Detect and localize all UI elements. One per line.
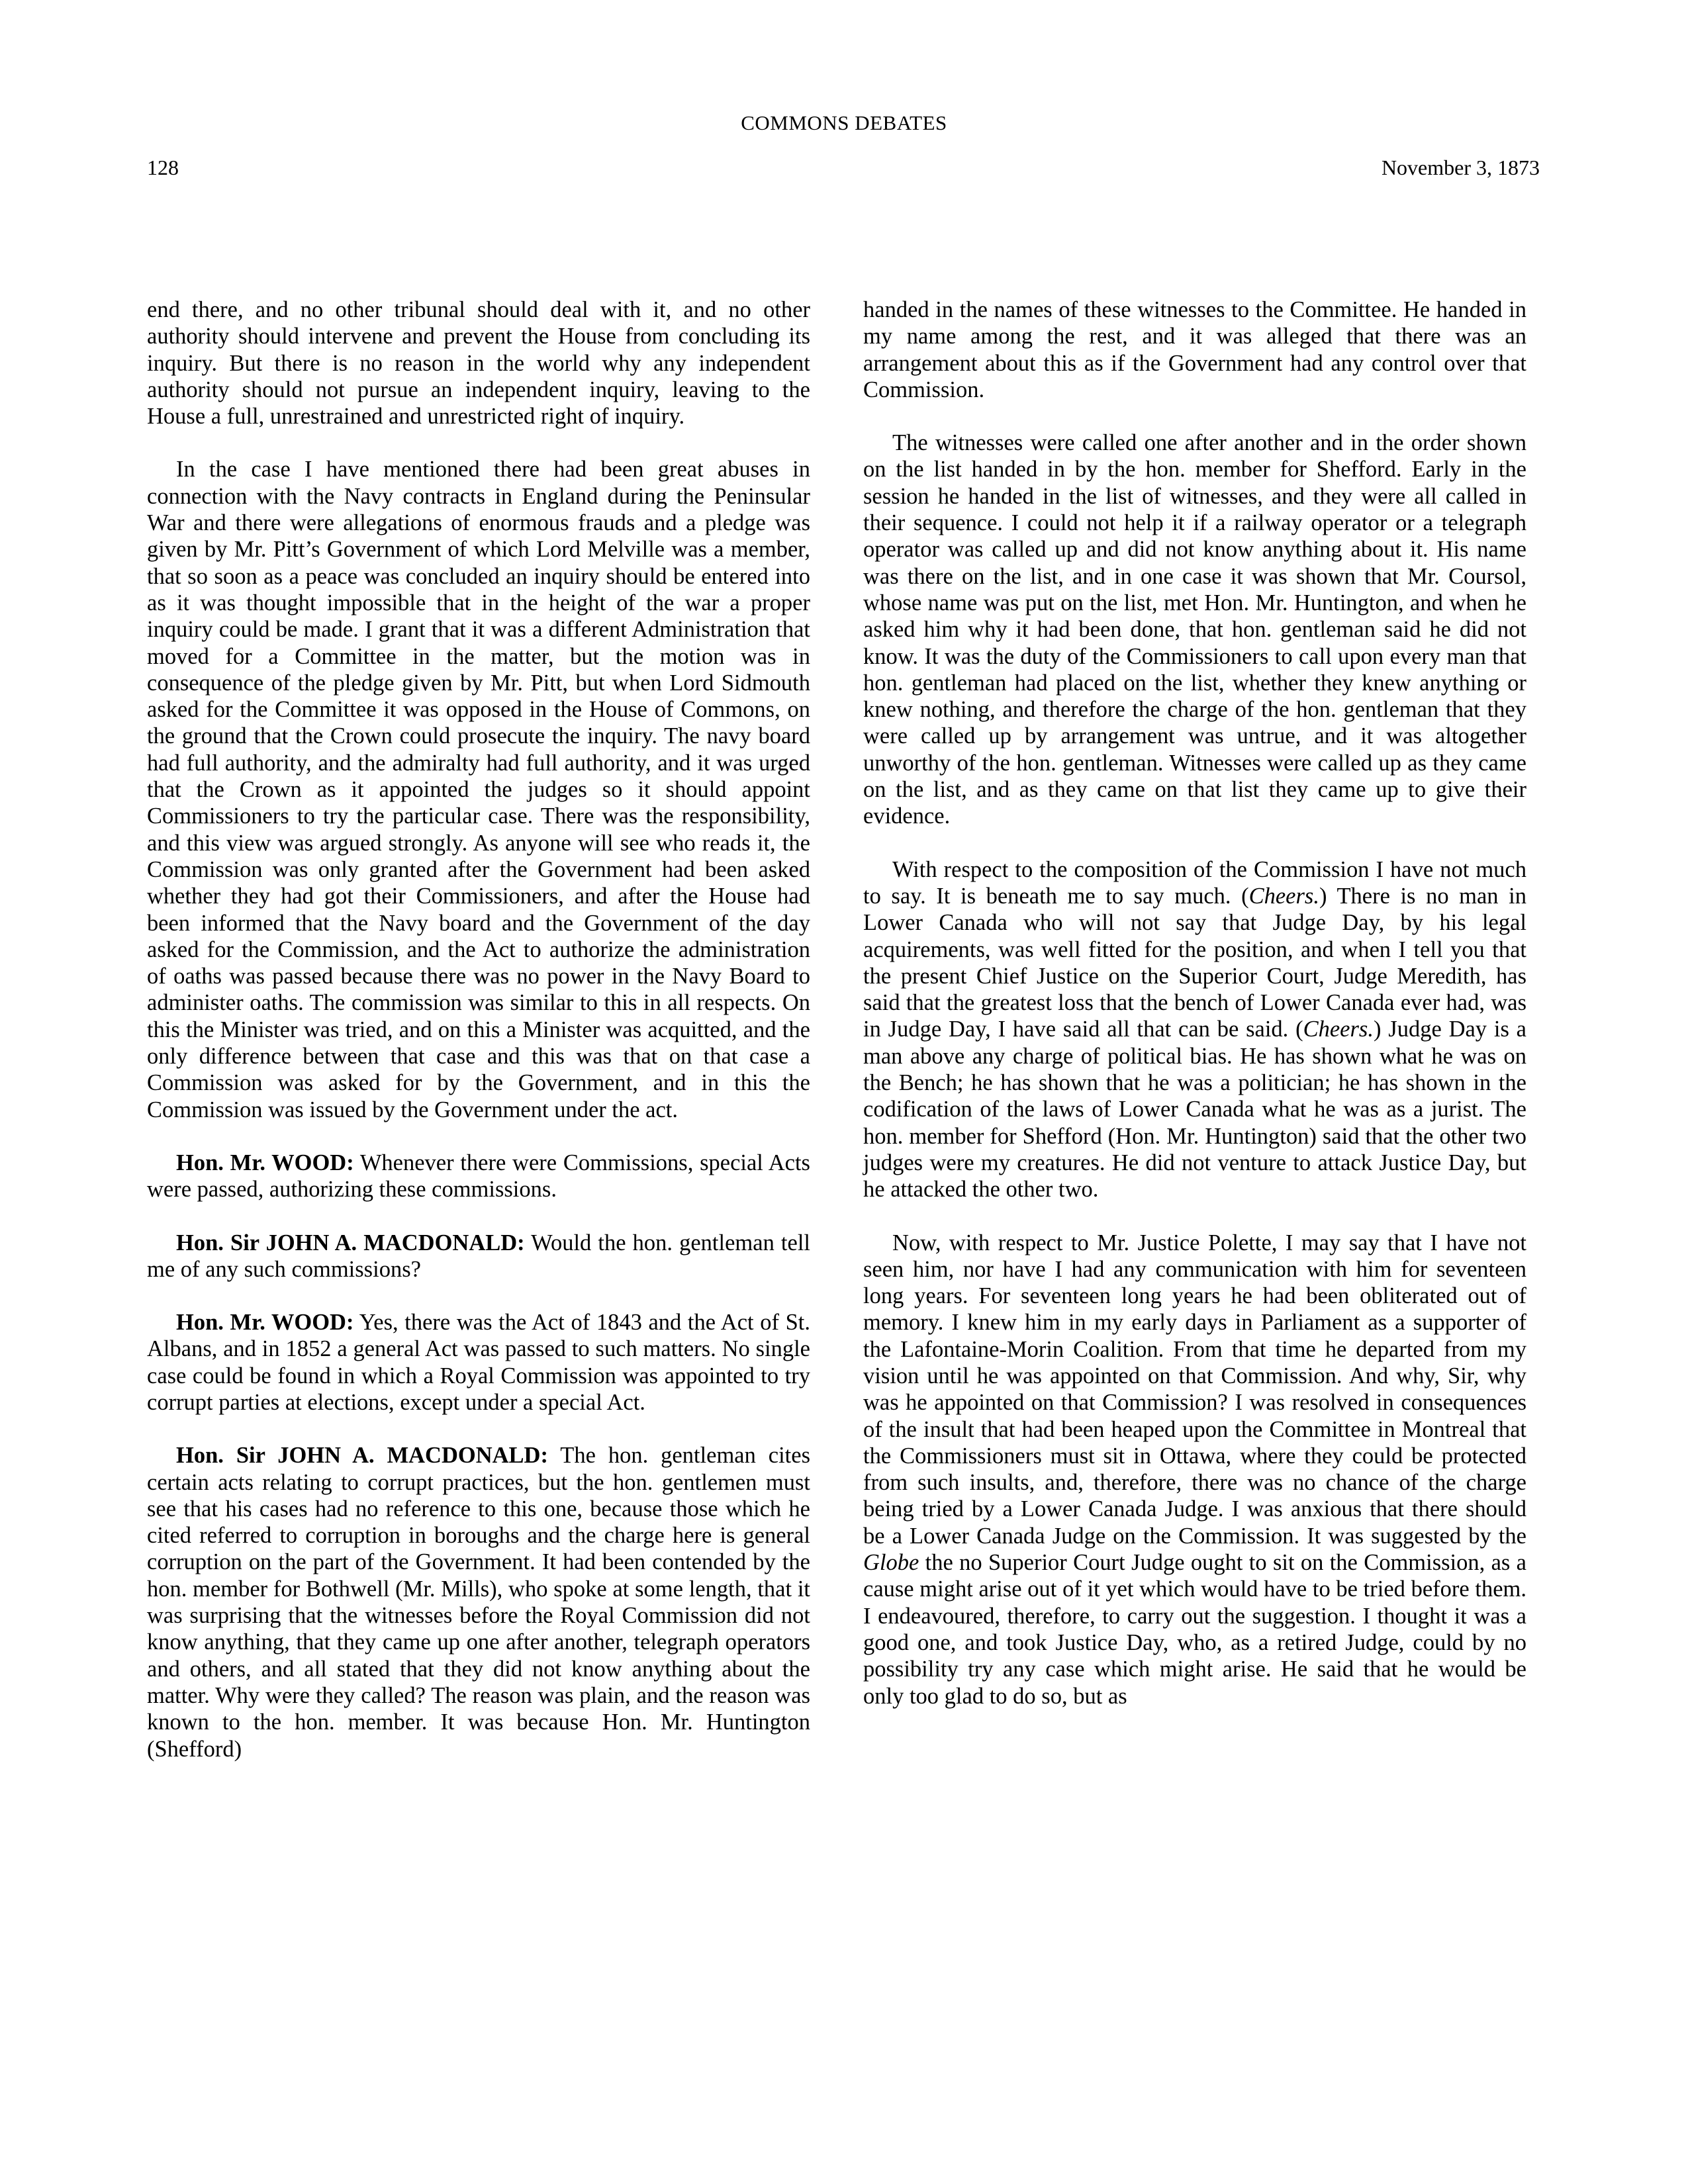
text-run: With respect to the composition of the Commission I have not much to say. It is beneath me to say much. ( xyxy=(863,856,1526,909)
speech-text: Yes, there was the Act of 1843 and the Act of St. Albans, and in 1852 a general Act was passed to such matters. No single case could be found in which a Royal Commission was appointed to try corrupt parties at elections, except under a special Act. xyxy=(147,1310,810,1415)
paragraph xyxy=(863,1230,1526,1709)
speech-text: Would the hon. gentleman tell me of any such commissions? xyxy=(147,1230,810,1282)
right-column xyxy=(863,296,1526,1736)
speech-text: The hon. gentleman cites certain acts relating to corrupt practices, but the hon. gentlemen must see that his cases had no reference to this one, because those which he cited referred to corruption in boroughs and the charge here is general corruption on the part of the Government. It had been contended by the hon. member for Bothwell (Mr. Mills), who spoke at some length, that it was surprising that the witnesses before the Royal Commission did not know anything, that they came up one after another, telegraph operators and others, and all stated that they did not know anything about the matter. Why were they called? The reason was plain, and the reason was known to the hon. member. It was because Hon. Mr. Huntington (Shefford) xyxy=(147,1443,810,1762)
text-run: Now, with respect to Mr. Justice Polette, I may say that I have not seen him, nor have I had any communication with him for seventeen long years. For seventeen long years he had been obliterated out of memory. I knew him in my early days in Parliament as a supporter of the Lafontaine-Morin Coalition. From that time he departed from my vision until he was appointed on that Commission. And why, Sir, why was he appointed on that Commission? I was resolved in consequences of the insult that had been heaped upon the Committee in Montreal that the Commissioners must sit in Ottawa, where they could be protected from such insults, and, therefore, there was no chance of the charge being tried by a Lower Canada Judge. I was anxious that there should be a Lower Canada Judge on the Commission. It was suggested by the xyxy=(863,1230,1526,1549)
page-number: 128 xyxy=(147,156,179,179)
speaker-name: Hon. Mr. WOOD: xyxy=(176,1150,354,1175)
page-date: November 3, 1873 xyxy=(1381,156,1540,179)
text-run: the no Superior Court Judge ought to sit on the Commission, as a cause might arise out of it yet which would have to be tried before them. I endeavoured, therefore, to carry out the suggestion. I thought it was a good one, and took Justice Day, who, as a retired Judge, could by no possibility try any case which might arise. He said that he would be only too glad to do so, but as xyxy=(863,1550,1526,1709)
left-column xyxy=(147,296,810,1789)
paragraph: In the case I have mentioned there had been great abuses in connection with the Navy contracts in England during the Peninsular War and there were allegations of enormous frauds and a pledge was given by Mr. Pitt’s Government of which Lord Melville was a member, that so soon as a peace was concluded an inquiry should be entered into as it was thought impossible that in the height of the war a proper inquiry could be made. I grant that it was a different Administration that moved for a Committee in the matter, but the motion was in consequence of the pledge given by Mr. Pitt, but when Lord Sidmouth asked for the Committee it was opposed in the House of Commons, on the ground that the Crown could prosecute the inquiry. The navy board had full authority, and the admiralty had full authority, and it was urged that the Crown as it appointed the judges so it should appoint Commissioners to try the particular case. There was the responsibility, and this view was argued strongly. As anyone will see who reads it, the Commission was only granted after the Government had been asked whether they had got their Commissioners, and after the House had been informed that the Navy board and the Government of the day asked for the Commission, and the Act to authorize the administration of oaths was passed because there was no power in the Navy Board to administer oaths. The commission was similar to this in all respects. On this the Minister was tried, and on this a Minister was acquitted, and the only difference between that case and this was that on that case a Commission was asked for by the Government, and in this the Commission was issued by the Government under the act. xyxy=(147,457,810,1122)
paragraph xyxy=(863,856,1526,1203)
paragraph: handed in the names of these witnesses to the Committee. He handed in my name among the rest, and it was alleged that there was an arrangement about this as if the Government had any control over that Commission. xyxy=(863,297,1526,402)
paragraph: end there, and no other tribunal should deal with it, and no other authority should intervene and prevent the House from concluding its inquiry. But there is no reason in the world why any independent authority should not pursue an independent inquiry, leaving to the House a full, unrestrained and unrestricted right of inquiry. xyxy=(147,297,810,430)
speech-paragraph xyxy=(147,1230,810,1283)
speech-paragraph xyxy=(147,1442,810,1762)
italic-text: Globe xyxy=(863,1550,919,1576)
speaker-name: Hon. Mr. WOOD: xyxy=(176,1310,354,1336)
speech-text: Whenever there were Commissions, special Acts were passed, authorizing these commissions. xyxy=(147,1150,810,1203)
italic-text: Cheers. xyxy=(1248,883,1319,909)
speech-paragraph xyxy=(147,1309,810,1416)
speech-paragraph xyxy=(147,1150,810,1203)
text-run: ) Judge Day is a man above any charge of political bias. He has shown what he was on the Bench; he has shown that he was a politician; he has shown in the codification of the laws of Lower Canada what he was as a jurist. The hon. member for Shefford (Hon. Mr. Huntington) said that the other two judges were my creatures. He did not venture to attack Justice Day, but he attacked the other two. xyxy=(863,1017,1526,1203)
italic-text: Cheers. xyxy=(1303,1017,1374,1042)
speaker-name: Hon. Sir JOHN A. MACDONALD: xyxy=(176,1230,525,1255)
paragraph: The witnesses were called one after another and in the order shown on the list handed in by the hon. member for Shefford. Early in the session he handed in the list of witnesses, and they were all called in their sequence. I could not help it if a railway operator or a telegraph operator was called up and did not know anything about it. His name was there on the list, and in one case it was shown that Mr. Coursol, whose name was put on the list, met Hon. Mr. Huntington, and when he asked him why it had been done, that hon. gentleman said he did not know. It was the duty of the Commissioners to call upon every man that hon. gentleman had placed on the list, whether they knew anything or knew nothing, and therefore the charge of the hon. gentleman that they were called up by arrangement was untrue, and it was altogether unworthy of the hon. gentleman. Witnesses were called up as they came on the list, and as they came on that list they came up to give their evidence. xyxy=(863,430,1526,829)
speaker-name: Hon. Sir JOHN A. MACDONALD: xyxy=(176,1443,548,1469)
running-head: COMMONS DEBATES xyxy=(741,111,947,134)
text-run: ) There is no man in Lower Canada who will not say that Judge Day, by his legal acquirements, was well fitted for the position, and when I tell you that the present Chief Justice on the Superior Court, Judge Meredith, has said that the greatest loss that the bench of Lower Canada ever had, was in Judge Day, I have said all that can be said. ( xyxy=(863,883,1526,1042)
